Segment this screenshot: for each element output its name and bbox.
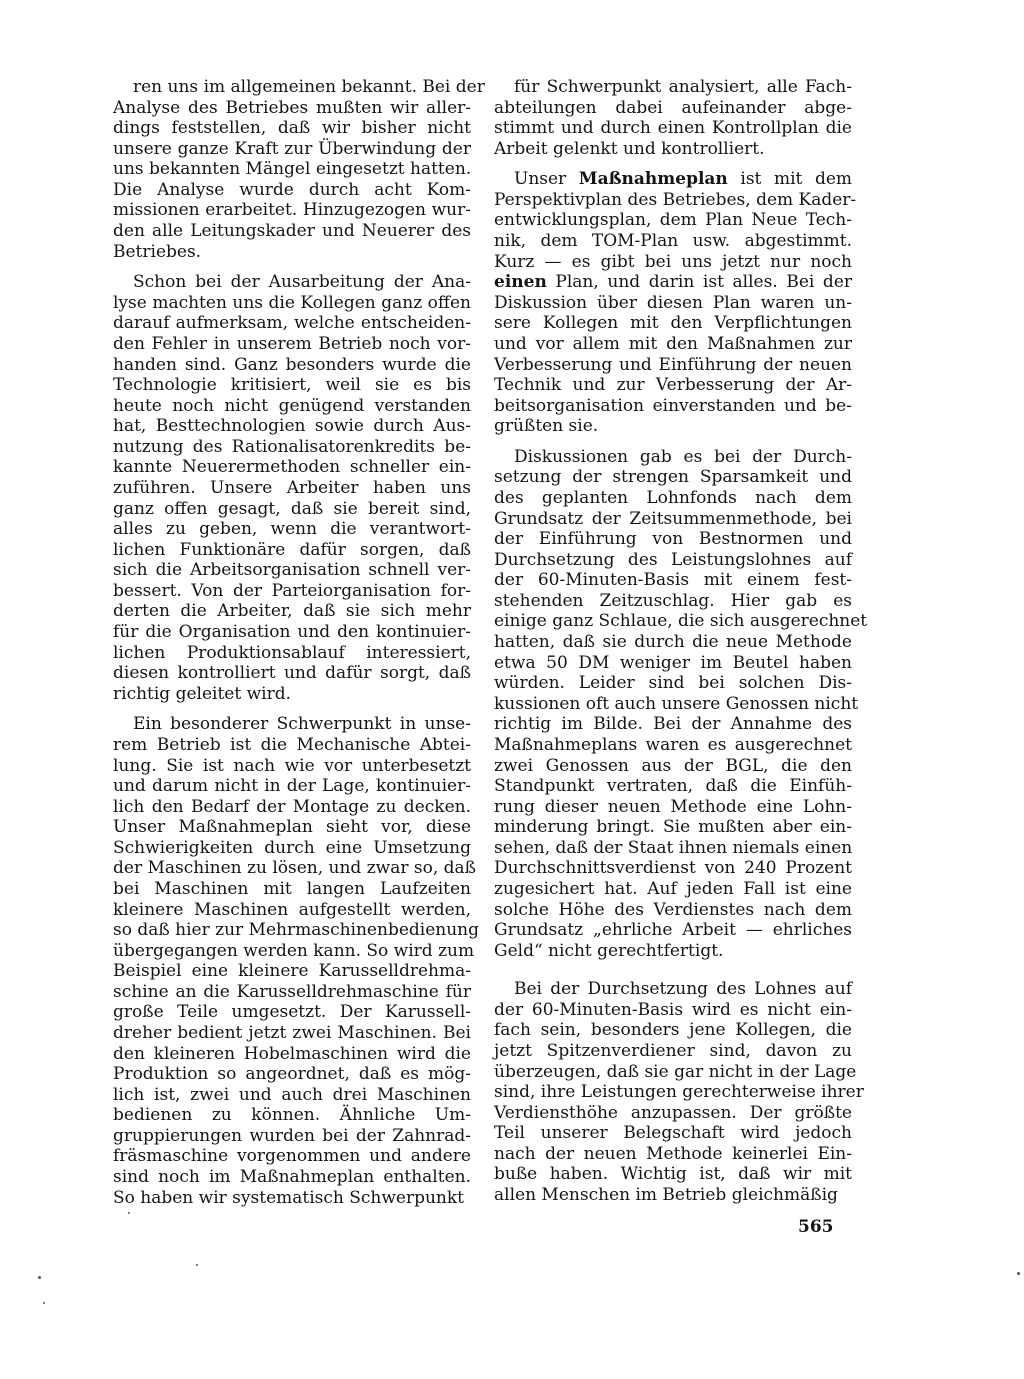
text-line: Schwierigkeiten durch eine Umsetzung xyxy=(113,837,471,858)
text-line: lung. Sie ist nach wie vor unterbesetzt xyxy=(113,755,471,776)
text-line: für Schwerpunkt analysiert, alle Fach- xyxy=(514,77,852,97)
text-line: und darum nicht in der Lage, kontinuier- xyxy=(113,776,471,797)
text-line: nik, dem TOM-Plan usw. abgestimmt. xyxy=(494,231,852,252)
text-line: schine an die Karusselldrehmaschine für xyxy=(113,981,471,1002)
text-line: Arbeit gelenkt und kontrolliert. xyxy=(494,138,765,159)
text-line: Maßnahmeplans waren es ausgerechnet xyxy=(494,734,852,755)
paragraph xyxy=(113,77,485,262)
text-line: für die Organisation und den kontinuier- xyxy=(113,622,471,643)
text-line: beitsorganisation einverstanden und be- xyxy=(494,395,852,416)
text-line: zuführen. Unsere Arbeiter haben uns xyxy=(113,477,471,498)
text-line: uns bekannten Mängel eingesetzt hatten. xyxy=(113,159,472,180)
text-line: allen Menschen im Betrieb gleichmäßig xyxy=(494,1185,838,1206)
paragraph-gap xyxy=(494,159,852,169)
text-line: einen Plan, und darin ist alles. Bei der xyxy=(494,272,852,293)
paragraph xyxy=(113,272,471,704)
text-line: den Fehler in unserem Betrieb noch vor- xyxy=(113,333,471,354)
text-line: Die Analyse wurde durch acht Kom- xyxy=(113,179,471,200)
text-line: stehenden Zeitzuschlag. Hier gab es xyxy=(494,590,852,611)
text-line: abteilungen dabei aufeinander abge- xyxy=(494,97,852,118)
text-line: dings feststellen, daß wir bisher nicht xyxy=(113,118,471,139)
text-line: stimmt und durch einen Kontrollplan die xyxy=(494,118,852,139)
text-line: fräsmaschine vorgenommen und andere xyxy=(113,1146,471,1167)
text-line: Standpunkt vertraten, daß die Einfüh- xyxy=(494,776,852,797)
text-line: so daß hier zur Mehrmaschinenbedienung xyxy=(113,920,479,941)
text-line: Perspektivplan des Betriebes, dem Kader- xyxy=(494,189,857,210)
text-line: der 60-Minuten-Basis mit einem fest- xyxy=(494,570,852,591)
paragraph-gap xyxy=(113,262,471,272)
text-line: bei Maschinen mit langen Laufzeiten xyxy=(113,878,471,899)
text-line: kussionen oft auch unsere Genossen nicht xyxy=(494,693,859,714)
text-line: sind, ihre Leistungen gerechterweise ihrer xyxy=(494,1082,864,1103)
paragraph-gap xyxy=(113,704,471,714)
text-line: Durchschnittsverdienst von 240 Prozent xyxy=(494,858,852,879)
text-line: bessert. Von der Parteiorganisation for- xyxy=(113,580,471,601)
paragraph xyxy=(494,169,857,437)
text-line: und vor allem mit den Maßnahmen zur xyxy=(494,333,852,354)
text-line: große Teile umgesetzt. Der Karussell- xyxy=(113,1002,471,1023)
text-line: Unser Maßnahmeplan ist mit dem xyxy=(514,169,853,190)
paragraph-gap xyxy=(494,961,852,979)
text-line: richtig geleitet wird. xyxy=(113,683,291,704)
paragraph xyxy=(113,714,479,1208)
text-line: rem Betrieb ist die Mechanische Abtei- xyxy=(113,734,471,755)
text-line: bedienen zu können. Ähnliche Um- xyxy=(113,1105,471,1126)
text-line: Betriebes. xyxy=(113,241,202,262)
text-line: Grundsatz der Zeitsummenmethode, bei xyxy=(494,508,852,529)
text-line: Ein besonderer Schwerpunkt in unse- xyxy=(133,714,471,735)
text-line: Schon bei der Ausarbeitung der Ana- xyxy=(133,272,471,293)
text-line: jetzt Spitzenverdiener sind, davon zu xyxy=(494,1041,852,1062)
text-line: sind noch im Maßnahmeplan enthalten. xyxy=(113,1167,471,1188)
text-line: lichen Funktionäre dafür sorgen, daß xyxy=(113,539,471,560)
text-line: Verdiensthöhe anzupassen. Der größte xyxy=(494,1102,852,1123)
text-line: Bei der Durchsetzung des Lohnes auf xyxy=(514,979,852,1000)
text-line: Verbesserung und Einführung der neuen xyxy=(494,354,852,375)
text-line: der 60-Minuten-Basis wird es nicht ein- xyxy=(494,999,852,1020)
text-line: minderung bringt. Sie mußten aber ein- xyxy=(494,817,852,838)
text-line: des geplanten Lohnfonds nach dem xyxy=(494,487,852,508)
text-line: lich ist, zwei und auch drei Maschinen xyxy=(113,1084,471,1105)
text-line: Technik und zur Verbesserung der Ar- xyxy=(494,375,852,396)
text-line: zugesichert hat. Auf jeden Fall ist eine xyxy=(494,878,852,899)
text-line: der Maschinen zu lösen, und zwar so, daß xyxy=(113,858,477,879)
paragraph xyxy=(494,77,852,159)
text-line: nutzung des Rationalisatorenkredits be- xyxy=(113,436,471,457)
text-line: lichen Produktionsablauf interessiert, xyxy=(113,642,471,663)
text-line: rung dieser neuen Methode eine Lohn- xyxy=(494,796,852,817)
text-line: unsere ganze Kraft zur Überwindung der xyxy=(113,138,471,159)
text-line: etwa 50 DM weniger im Beutel haben xyxy=(494,652,852,673)
text-line: Beispiel eine kleinere Karusselldrehma- xyxy=(113,961,471,982)
text-line: sich die Arbeitsorganisation schnell ver- xyxy=(113,560,471,581)
text-line: zwei Genossen aus der BGL, die den xyxy=(494,755,852,776)
text-line: Produktion so angeordnet, daß es mög- xyxy=(113,1064,471,1085)
text-line: Technologie kritisiert, weil sie es bis xyxy=(113,375,471,396)
text-line: überzeugen, daß sie gar nicht in der Lage xyxy=(494,1061,857,1082)
text-line: nach der neuen Methode keinerlei Ein- xyxy=(494,1143,852,1164)
text-line: derten die Arbeiter, daß sie sich mehr xyxy=(113,601,471,622)
text-line: Grundsatz „ehrliche Arbeit — ehrliches xyxy=(494,920,852,941)
text-line: Diskussion über diesen Plan waren un- xyxy=(494,292,852,313)
text-line: darauf aufmerksam, welche entscheiden- xyxy=(113,313,471,334)
left-text-column xyxy=(113,77,485,1208)
text-line: einige ganz Schlaue, die sich ausgerechnet xyxy=(494,611,868,632)
text-line: Durchsetzung des Leistungslohnes auf xyxy=(494,549,852,570)
text-line: sehen, daß der Staat ihnen niemals einen xyxy=(494,837,853,858)
text-line: hatten, daß sie durch die neue Methode xyxy=(494,632,852,653)
text-line: Teil unserer Belegschaft wird jedoch xyxy=(494,1123,852,1144)
text-line: Diskussionen gab es bei der Durch- xyxy=(514,446,852,467)
text-line: Geld“ nicht gerechtfertigt. xyxy=(494,940,724,961)
text-line: missionen erarbeitet. Hinzugezogen wur- xyxy=(113,200,471,221)
text-line: diesen kontrolliert und dafür sorgt, daß xyxy=(113,663,471,684)
text-line: ganz offen gesagt, daß sie bereit sind, xyxy=(113,498,471,519)
paragraph xyxy=(494,446,868,961)
text-line: solche Höhe des Verdienstes nach dem xyxy=(494,899,852,920)
right-text-column xyxy=(494,77,868,1206)
text-line: sere Kollegen mit den Verpflichtungen xyxy=(494,313,852,334)
paragraph xyxy=(494,979,864,1206)
text-line: gruppierungen wurden bei der Zahnrad- xyxy=(113,1125,471,1146)
text-line: richtig im Bilde. Bei der Annahme des xyxy=(494,714,852,735)
text-line: Kurz — es gibt bei uns jetzt nur noch xyxy=(494,251,852,272)
text-line: handen sind. Ganz besonders wurde die xyxy=(113,354,471,375)
text-line: der Einführung von Bestnormen und xyxy=(494,529,852,550)
text-line: lyse machten uns die Kollegen ganz offen xyxy=(113,292,471,313)
text-line: alles zu geben, wenn die verantwort- xyxy=(113,519,471,540)
text-line: fach sein, besonders jene Kollegen, die xyxy=(494,1020,852,1041)
text-line: grüßten sie. xyxy=(494,416,599,437)
text-line: den alle Leitungskader und Neuerer des xyxy=(113,221,471,242)
text-line: den kleineren Hobelmaschinen wird die xyxy=(113,1043,471,1064)
text-line: ren uns im allgemeinen bekannt. Bei der xyxy=(133,77,485,97)
page-number: 565 xyxy=(798,1217,834,1237)
text-line: entwicklungsplan, dem Plan Neue Tech- xyxy=(494,210,852,231)
paragraph-gap xyxy=(494,437,852,447)
text-line: lich den Bedarf der Montage zu decken. xyxy=(113,796,471,817)
text-line: heute noch nicht genügend verstanden xyxy=(113,395,471,416)
text-line: kleinere Maschinen aufgestellt werden, xyxy=(113,899,471,920)
text-line: setzung der strengen Sparsamkeit und xyxy=(494,467,852,488)
text-line: Unser Maßnahmeplan sieht vor, diese xyxy=(113,817,471,838)
text-line: buße haben. Wichtig ist, daß wir mit xyxy=(494,1164,852,1185)
text-line: übergegangen werden kann. So wird zum xyxy=(113,940,475,961)
text-line: Analyse des Betriebes mußten wir aller- xyxy=(113,97,471,118)
text-line: kannte Neuerermethoden schneller ein- xyxy=(113,457,471,478)
text-line: würden. Leider sind bei solchen Dis- xyxy=(494,673,852,694)
text-line: hat, Besttechnologien sowie durch Aus- xyxy=(113,416,471,437)
text-line: So haben wir systematisch Schwerpunkt xyxy=(113,1187,465,1208)
text-line: dreher bedient jetzt zwei Maschinen. Bei xyxy=(113,1023,471,1044)
